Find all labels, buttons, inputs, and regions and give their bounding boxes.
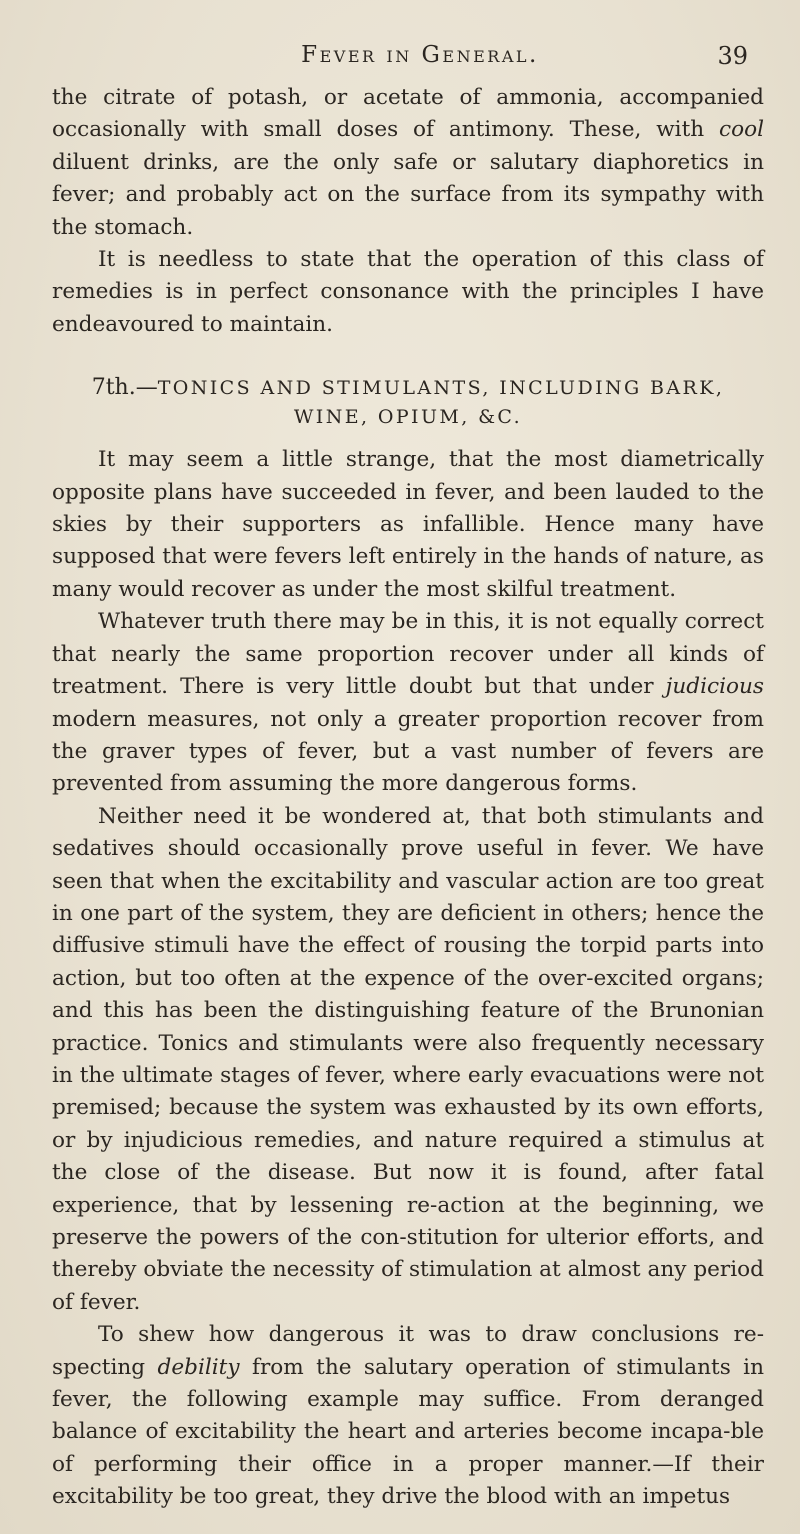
paragraph-2: It is needless to state that the operation of this class of remedies is in perfect consonance with the principles I have endeavoured to maintain. [52,247,764,337]
paragraph-6-italic: debility [157,1354,240,1380]
paragraph-5: Neither need it be wondered at, that both stimulants and sedatives should occasionally prove useful in fever. We have seen that when the excitability and vascular action are too great in one part of the system, they are deficient in others; hence the diffusive stimuli have the effect of rousing the torpid parts into action, but too often at the expence of the over-excited organs; and this has been the distinguishing feature of the Brunonian practice. Tonics and stimulants were also frequently necessary in the ultimate stages of fever, where early evacuations were not premised; because the system was exhausted by its own efforts, or by injudicious remedies, and nature required a stimulus at the close of the disease. But now it is found, after fatal experience, that by lessening re-action at the beginning, we preserve the powers of the con-stitution for ulterior efforts, and thereby obviate the necessity of stimulation at almost any period of fever. [52,803,764,1315]
page-number: 39 [717,42,748,70]
running-title: Fever in General. [301,42,539,68]
paragraph-1 [52,82,764,244]
section-heading-title: TONICS AND STIMULANTS, INCLUDING BARK, WINE, OPIUM, &C. [157,377,725,429]
body-text [52,82,764,1514]
running-head [0,36,800,72]
paragraph-1-italic: cool [718,117,764,143]
paragraph-6 [52,1319,764,1513]
paragraph-3: It may seem a little strange, that the most diametrically opposite plans have succeeded in fever, and been lauded to the skies by their supporters as infallible. Hence many have supposed that were fevers left entirely in the hands of nature, as many would recover as under the most skilful treatment. [52,447,764,602]
section-heading [52,373,764,432]
section-heading-number: 7th.— [91,375,158,401]
paragraph-4-text-a: Whatever truth there may be in this, it is not equally correct that nearly the same proportion recover under all kinds of treatment. There is very little doubt but that under [52,609,764,700]
paragraph-4 [52,606,764,800]
paragraph-6-text-a: To shew how dangerous it was to draw conclusions re-specting [52,1322,764,1380]
paragraph-1-text-a: the citrate of potash, or acetate of ammonia, accompanied occasionally with small doses of antimony. These, with [52,85,764,143]
paragraph-6-text-b: from the salutary operation of stimulants in fever, the following example may suffice. From deranged balance of excitability the heart and arteries become incapa-ble of performing their office in a proper manner.—If their excitability be too great, they drive the blood with an impetus [52,1354,764,1510]
paragraph-4-italic: judicious [665,674,764,700]
paragraph-1-text-b: diluent drinks, are the only safe or salutary diaphoretics in fever; and probably act on the surface from its sympathy with the stomach. [52,149,764,240]
paragraph-4-text-b: modern measures, not only a greater proportion recover from the graver types of fever, but a vast number of fevers are prevented from assuming the more dangerous forms. [52,706,764,797]
